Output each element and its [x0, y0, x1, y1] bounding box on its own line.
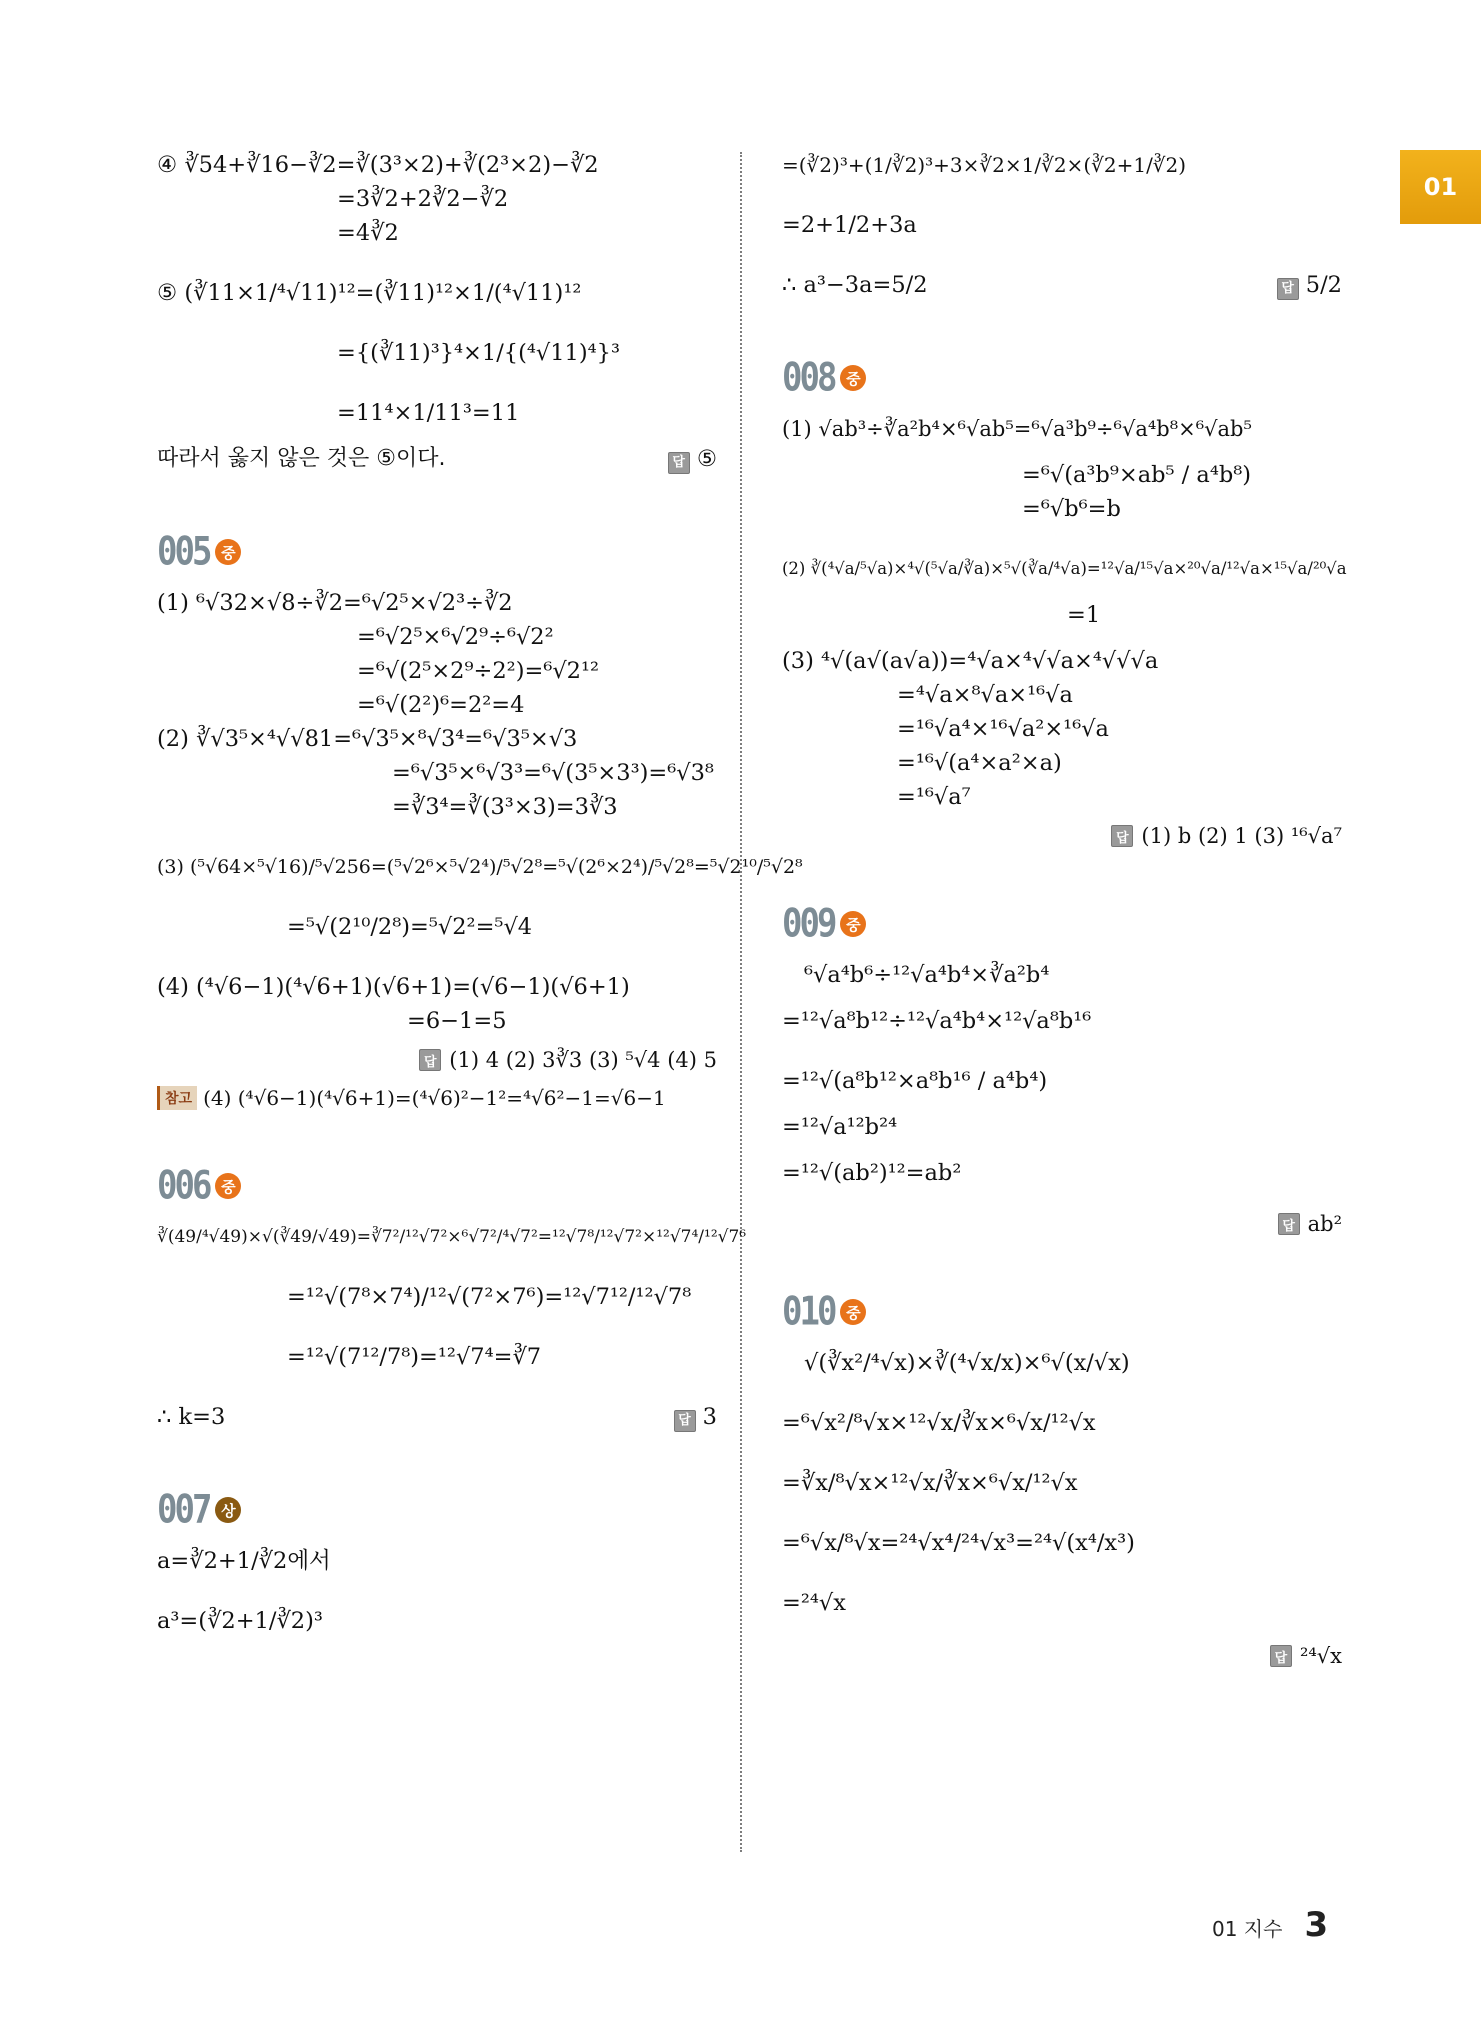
- p006-level-badge: 중: [215, 1173, 241, 1199]
- answer-mark-icon: 답: [1111, 825, 1133, 847]
- p010-line-5: =²⁴√x: [782, 1590, 846, 1616]
- p008-line-9: =¹⁶√(a⁴×a²×a): [897, 750, 1062, 776]
- p009-line-5: =¹²√(ab²)¹²=ab²: [782, 1160, 962, 1186]
- p010-answer: ²⁴√x: [1299, 1644, 1342, 1668]
- p008-line-2: =⁶√(a³b⁹×ab⁵ / a⁴b⁸): [1022, 462, 1252, 488]
- answer-mark-icon: 답: [1277, 278, 1299, 300]
- p006-line-1: ∛(49/⁴√49)×√(∛49/√49)=∛7²/¹²√7²×⁶√7²/⁴√7²=¹²√7⁸/¹²√7²×¹²√7⁴/¹²√7⁶: [157, 1227, 747, 1247]
- p010-answer-row: [782, 1644, 1342, 1668]
- p004-answer-value: ⑤: [696, 446, 717, 472]
- problem-007-continued: [782, 148, 1342, 302]
- p008-line-8: =¹⁶√a⁴×¹⁶√a²×¹⁶√a: [897, 716, 1109, 742]
- p008-level-badge: 중: [840, 365, 866, 391]
- p008-answer: (1) b (2) 1 (3) ¹⁶√a⁷: [1141, 824, 1342, 848]
- p005-line-5: (2) ∛√3⁵×⁴√√81=⁶√3⁵×⁸√3⁴=⁶√3⁵×√3: [157, 726, 578, 752]
- p004-line-6: =11⁴×1/11³=11: [337, 400, 520, 426]
- p008-answer-row: [782, 824, 1342, 848]
- answer-mark-icon: 답: [419, 1049, 441, 1071]
- p004-line-1: ④ ∛54+∛16−∛2=∛(3³×2)+∛(2³×2)−∛2: [157, 152, 599, 178]
- p005-note: (4) (⁴√6−1)(⁴√6+1)=(⁴√6)²−1²=⁴√6²−1=√6−1: [203, 1086, 666, 1110]
- p005-line-9: =⁵√(2¹⁰/2⁸)=⁵√2²=⁵√4: [287, 914, 533, 940]
- problem-008: [782, 355, 1347, 848]
- p008-line-4: (2) ∛(⁴√a/⁵√a)×⁴√(⁵√a/∛a)×⁵√(∛a/⁴√a)=¹²√a/¹⁵√a×²⁰√a/¹²√a×¹⁵√a/²⁰√a: [782, 559, 1347, 578]
- p008-line-5: =1: [1067, 602, 1101, 628]
- p007-level-badge: 상: [215, 1497, 241, 1523]
- p005-line-2: =⁶√2⁵×⁶√2⁹÷⁶√2²: [357, 624, 554, 650]
- p005-note-tag: 참고: [157, 1086, 197, 1110]
- p005-line-10: (4) (⁴√6−1)(⁴√6+1)(√6+1)=(√6−1)(√6+1): [157, 974, 630, 1000]
- chapter-tab: [1400, 150, 1481, 224]
- p007-header: [157, 1487, 717, 1533]
- p004-line-3: =4∛2: [337, 220, 399, 246]
- p005-note-row: [157, 1086, 717, 1110]
- p008-line-6: (3) ⁴√(a√(a√a))=⁴√a×⁴√√a×⁴√√√a: [782, 648, 1159, 674]
- p005-level-badge: 중: [215, 539, 241, 565]
- p010-line-1: √(∛x²/⁴√x)×∛(⁴√x/x)×⁶√(x/√x): [804, 1350, 1130, 1376]
- p010-line-3: =∛x/⁸√x×¹²√x/∛x×⁶√x/¹²√x: [782, 1470, 1078, 1496]
- problem-009: [782, 901, 1342, 1236]
- p008-line-3: =⁶√b⁶=b: [1022, 496, 1121, 522]
- p009-header: [782, 901, 1342, 947]
- footer-chapter: 01 지수: [1212, 1917, 1283, 1941]
- p009-answer-row: [782, 1212, 1342, 1236]
- p009-answer: ab²: [1307, 1212, 1342, 1236]
- p006-line-2: =¹²√(7⁸×7⁴)/¹²√(7²×7⁶)=¹²√7¹²/¹²√7⁸: [287, 1284, 692, 1310]
- p009-level-badge: 중: [840, 911, 866, 937]
- p007c-answer-value: 5/2: [1305, 272, 1342, 298]
- p005-answer-row: [157, 1048, 717, 1072]
- p010-line-2: =⁶√x²/⁸√x×¹²√x/∛x×⁶√x/¹²√x: [782, 1410, 1096, 1436]
- problem-005: [157, 529, 803, 1110]
- p010-header: [782, 1289, 1342, 1335]
- p010-line-4: =⁶√x/⁸√x=²⁴√x⁴/²⁴√x³=²⁴√(x⁴/x³): [782, 1530, 1135, 1556]
- p004-line-2: =3∛2+2∛2−∛2: [337, 186, 509, 212]
- p004-conclusion-row: [157, 442, 717, 476]
- p004-line-5: ={(∛11)³}⁴×1/{(⁴√11)⁴}³: [337, 340, 621, 366]
- p007-line-2: a³=(∛2+1/∛2)³: [157, 1608, 323, 1634]
- left-column: [157, 148, 803, 1638]
- p010-level-badge: 중: [840, 1299, 866, 1325]
- p010-number: 010: [782, 1289, 835, 1335]
- chapter-tab-label: 01: [1423, 173, 1458, 201]
- p005-line-7: =∛3⁴=∛(3³×3)=3∛3: [392, 794, 618, 820]
- problem-004-continued: [157, 148, 717, 476]
- p005-line-6: =⁶√3⁵×⁶√3³=⁶√(3⁵×3³)=⁶√3⁸: [392, 760, 714, 786]
- right-column: [782, 148, 1347, 1668]
- p008-line-10: =¹⁶√a⁷: [897, 784, 971, 810]
- p007c-line-3: ∴ a³−3a=5/2: [782, 272, 928, 298]
- p006-line-3: =¹²√(7¹²/7⁸)=¹²√7⁴=∛7: [287, 1344, 542, 1370]
- p005-line-4: =⁶√(2²)⁶=2²=4: [357, 692, 525, 718]
- answer-mark-icon: 답: [668, 452, 690, 474]
- p004-answer: [668, 442, 717, 476]
- p005-answer: (1) 4 (2) 3∛3 (3) ⁵√4 (4) 5: [449, 1048, 717, 1072]
- problem-006: [157, 1163, 747, 1434]
- p008-line-1: (1) √ab³÷∛a²b⁴×⁶√ab⁵=⁶√a³b⁹÷⁶√a⁴b⁸×⁶√ab⁵: [782, 417, 1252, 441]
- p006-conclusion-row: [157, 1400, 717, 1434]
- p005-number: 005: [157, 529, 210, 575]
- p005-line-11: =6−1=5: [407, 1008, 507, 1034]
- p006-answer-value: 3: [702, 1404, 717, 1430]
- p007c-answer: [1277, 268, 1342, 302]
- p006-header: [157, 1163, 717, 1209]
- p009-line-1: ⁶√a⁴b⁶÷¹²√a⁴b⁴×∛a²b⁴: [804, 962, 1050, 988]
- column-divider: [740, 152, 742, 1852]
- p009-line-3: =¹²√(a⁸b¹²×a⁸b¹⁶ / a⁴b⁴): [782, 1068, 1048, 1094]
- p008-line-7: =⁴√a×⁸√a×¹⁶√a: [897, 682, 1073, 708]
- p009-number: 009: [782, 901, 835, 947]
- p004-line-4: ⑤ (∛11×1/⁴√11)¹²=(∛11)¹²×1/(⁴√11)¹²: [157, 280, 582, 306]
- p006-conclusion: ∴ k=3: [157, 1404, 226, 1430]
- p007-line-1: a=∛2+1/∛2에서: [157, 1548, 331, 1574]
- p007c-line-1: =(∛2)³+(1/∛2)³+3×∛2×1/∛2×(∛2+1/∛2): [782, 153, 1187, 177]
- p005-line-1: (1) ⁶√32×√8÷∛2=⁶√2⁵×√2³÷∛2: [157, 590, 513, 616]
- page-number: 3: [1304, 1905, 1329, 1945]
- answer-mark-icon: 답: [1278, 1213, 1300, 1235]
- p005-line-8: (3) (⁵√64×⁵√16)/⁵√256=(⁵√2⁶×⁵√2⁴)/⁵√2⁸=⁵√(2⁶×2⁴)/⁵√2⁸=⁵√2¹⁰/⁵√2⁸: [157, 856, 803, 878]
- problem-007: [157, 1487, 717, 1638]
- p005-line-3: =⁶√(2⁵×2⁹÷2²)=⁶√2¹²: [357, 658, 600, 684]
- p007c-line-2: =2+1/2+3a: [782, 212, 917, 238]
- p006-number: 006: [157, 1163, 210, 1209]
- p006-answer: [674, 1400, 717, 1434]
- p004-conclusion: 따라서 옳지 않은 것은 ⑤이다.: [157, 446, 446, 471]
- p009-line-2: =¹²√a⁸b¹²÷¹²√a⁴b⁴×¹²√a⁸b¹⁶: [782, 1008, 1092, 1034]
- problem-010: [782, 1289, 1342, 1668]
- answer-mark-icon: 답: [674, 1410, 696, 1432]
- answer-mark-icon: 답: [1270, 1645, 1292, 1667]
- page-footer: [1212, 1905, 1328, 1945]
- p008-number: 008: [782, 355, 835, 401]
- p005-header: [157, 529, 717, 575]
- p007-number: 007: [157, 1487, 210, 1533]
- p007c-conclusion-row: [782, 268, 1342, 302]
- p008-header: [782, 355, 1342, 401]
- p009-line-4: =¹²√a¹²b²⁴: [782, 1114, 898, 1140]
